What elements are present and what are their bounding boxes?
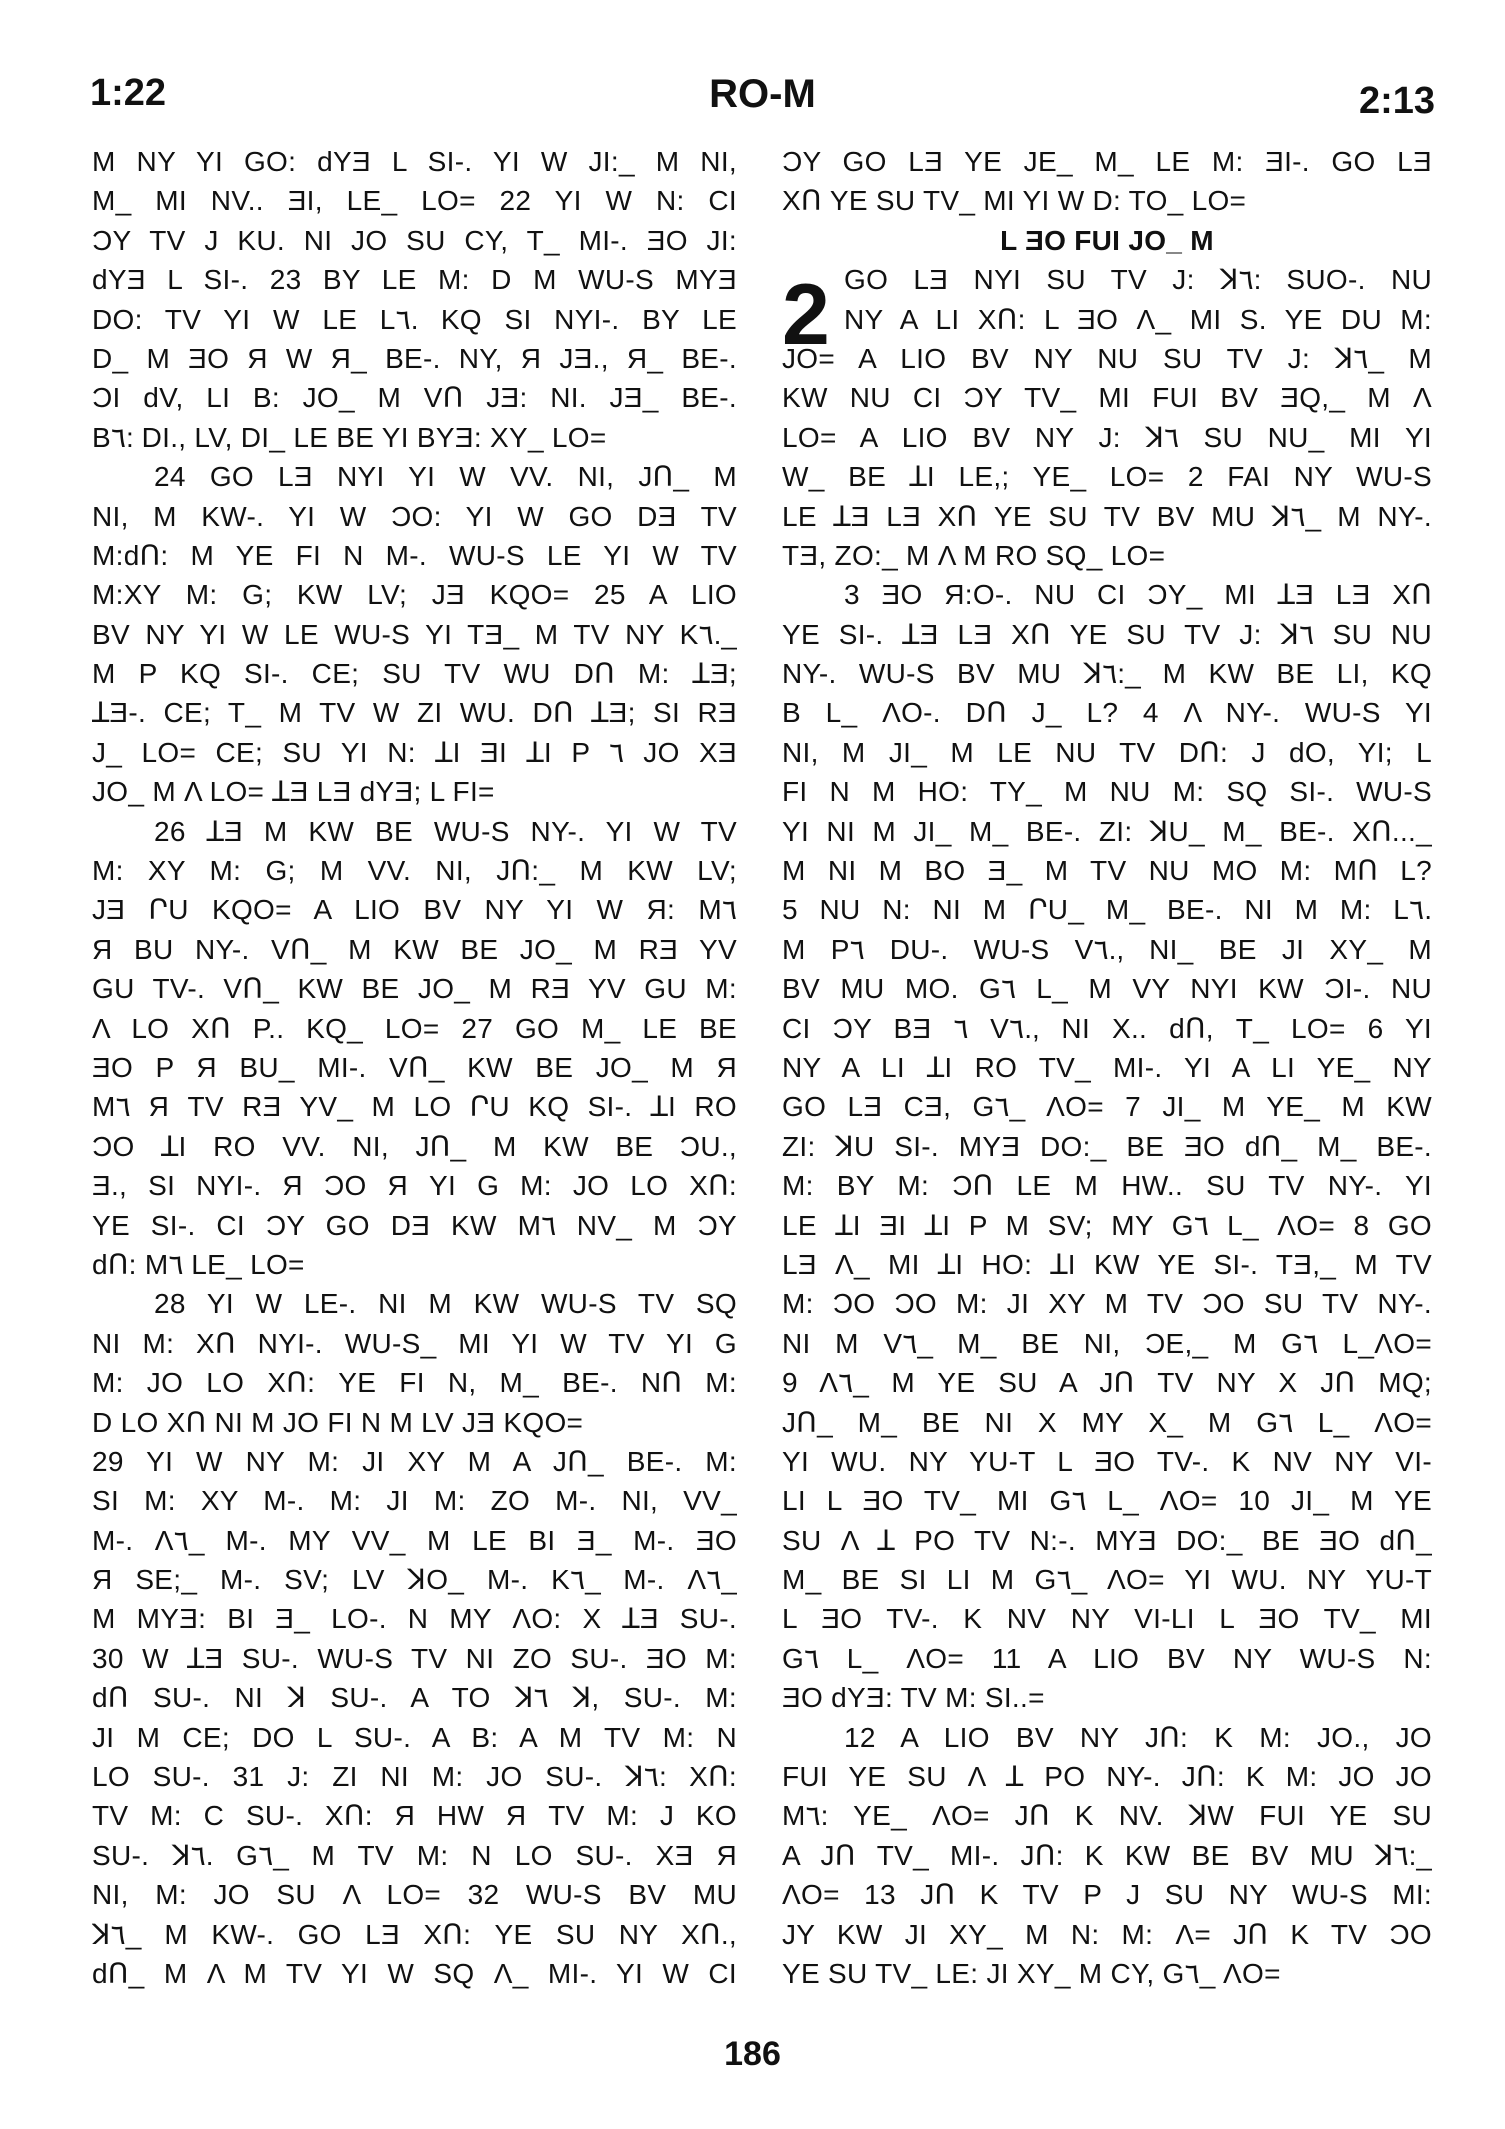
text-line: Я BU NY-. VՈ_ M KW BE JO_ M RƎ YV: [92, 933, 737, 965]
text-line: JY KW JI XY_ M N: M: Λ= JՈ K TV ƆO: [782, 1918, 1432, 1950]
text-line: SI M: XY M-. M: JI M: ZO M-. NI, VV_: [92, 1485, 737, 1517]
text-line: ƆY GO LƎ YE JE_ M_ LE M: ƎI-. GO LƎ: [782, 146, 1432, 177]
text-line: 5 NU N: NI M ՐU_ M_ BE-. NI M M: L٦.: [782, 894, 1432, 926]
text-line: A JՈ TV_ MI-. JՈ: K KW BE BV MU ꓘ٦:_: [782, 1839, 1432, 1871]
text-line: 24 GO LƎ NYI YI W VV. NI, JՈ_ M: [154, 461, 737, 493]
text-line: LI L ƎO TV_ MI G٦ L_ ΛO= 10 JI_ M YE: [782, 1485, 1432, 1517]
text-line: GO LƎ CƎ, G٦_ ΛO= 7 JI_ M YE_ M KW: [782, 1091, 1432, 1123]
page-header: [90, 72, 1435, 132]
text-line: BV MU MO. G٦ L_ M VY NYI KW ƆI-. NU: [782, 973, 1432, 1005]
text-line: M NI M BO Ǝ_ M TV NU MO M: MՈ L?: [782, 855, 1432, 887]
text-line: L ƎO TV-. K NV NY VI-LI L ƎO TV_ MI: [782, 1603, 1432, 1635]
text-line: dՈ SU-. NI ꓘ SU-. A TO ꓘ٦ ꓘ, SU-. M:: [92, 1682, 737, 1714]
text-line: D_ M ƎO Я W Я_ BE-. NY, Я JƎ., Я_ BE-.: [92, 342, 737, 374]
text-line: W_ BE ꓕI LE,; YE_ LO= 2 FAI NY WU-S: [782, 461, 1432, 493]
text-line: B٦: DI., LV, DI_ LE BE YI BYƎ: XY_ LO=: [92, 421, 607, 453]
text-line: SU-. ꓘ٦. G٦_ M TV M: N LO SU-. XƎ Я: [92, 1839, 737, 1871]
text-line: ꓕƎ-. CE; T_ M TV W ZI WU. DՈ ꓕƎ; SI RƎ: [92, 697, 737, 729]
text-line: LO= A LIO BV NY J: ꓘ٦ SU NU_ MI YI: [782, 421, 1432, 453]
text-line: D LO XՈ NI M JO FI N M LV JƎ KQO=: [92, 1406, 584, 1438]
text-line: ΛO= 13 JՈ K TV P J SU NY WU-S MI:: [782, 1879, 1432, 1911]
text-line: NY A LI ꓕI RO TV_ MI-. YI A LI YE_ NY: [782, 1051, 1432, 1083]
text-line: NY-. WU-S BV MU ꓘ٦:_ M KW BE LI, KQ: [782, 658, 1432, 690]
text-line: M٦ Я TV RƎ YV_ M LO ՐU KQ SI-. ꓕI RO: [92, 1091, 737, 1123]
text-line: LƎ Λ_ MI ꓕI HO: ꓕI KW YE SI-. TƎ,_ M TV: [782, 1248, 1432, 1280]
text-line: KW NU CI ƆY TV_ MI FUI BV ƎQ,_ M Λ: [782, 382, 1432, 414]
text-line: GO LƎ NYI SU TV J: ꓘ٦: SUO-. NU: [844, 264, 1432, 296]
text-line: YI NI M JI_ M_ BE-. ZI: ꓘU_ M_ BE-. XՈ..._: [782, 815, 1432, 847]
text-line: ZI: ꓘU SI-. MYƎ DO:_ BE ƎO dՈ_ M_ BE-.: [782, 1130, 1432, 1162]
header-chapter-end: 2:13: [1358, 80, 1435, 122]
text-line: NY A LI XՈ: L ƎO Λ_ MI S. YE DU M:: [844, 303, 1432, 335]
text-line: M P KQ SI-. CE; SU TV WU DՈ M: ꓕƎ;: [92, 658, 737, 690]
text-line: LE ꓕƎ LƎ XՈ YE SU TV BV MU ꓘ٦_ M NY-.: [782, 500, 1432, 532]
text-line: M:XY M: G; KW LV; JƎ KQO= 25 A LIO: [92, 579, 737, 611]
text-line: M: XY M: G; M VV. NI, JՈ:_ M KW LV;: [92, 855, 737, 887]
text-line: DO: TV YI W LE L٦. KQ SI NYI-. BY LE: [92, 303, 737, 335]
text-line: M: JO LO XՈ: YE FI N, M_ BE-. NՈ M:: [92, 1367, 737, 1399]
text-line: M_ MI NV.. ƎI, LE_ LO= 22 YI W N: CI: [92, 185, 737, 217]
text-line: TƎ, ZO:_ M Λ M RO SQ_ LO=: [782, 539, 1166, 571]
text-line: 29 YI W NY M: JI XY M A JՈ_ BE-. M:: [92, 1445, 737, 1477]
text-line: JƎ ՐU KQO= A LIO BV NY YI W Я: M٦: [92, 894, 737, 926]
text-line: CI ƆY BƎ ٦ V٦., NI X.. dՈ, T_ LO= 6 YI: [782, 1012, 1432, 1044]
text-line: M:dՈ: M YE FI N M-. WU-S LE YI W TV: [92, 539, 737, 571]
text-line: B L_ ΛO-. DՈ J_ L? 4 Λ NY-. WU-S YI: [782, 697, 1432, 729]
text-line: NI, M KW-. YI W ƆO: YI W GO DƎ TV: [92, 500, 737, 532]
text-line: dՈ: M٦ LE_ LO=: [92, 1248, 305, 1280]
text-line: GU TV-. VՈ_ KW BE JO_ M RƎ YV GU M:: [92, 973, 737, 1005]
text-line: JՈ_ M_ BE NI X MY X_ M G٦ L_ ΛO=: [782, 1406, 1432, 1438]
text-line: ƎO dYƎ: TV M: SI..=: [782, 1682, 1045, 1714]
text-line: Λ LO XՈ P.. KQ_ LO= 27 GO M_ LE BE: [92, 1012, 737, 1044]
text-line: 30 W ꓕƎ SU-. WU-S TV NI ZO SU-. ƎO M:: [92, 1642, 737, 1674]
text-line: NI, M JI_ M LE NU TV DՈ: J dO, YI; L: [782, 736, 1432, 768]
text-line: YE SI-. ꓕƎ LƎ XՈ YE SU TV J: ꓘ٦ SU NU: [782, 618, 1432, 650]
left-text-column: [92, 142, 737, 1993]
text-line: M P٦ DU-. WU-S V٦., NI_ BE JI XY_ M: [782, 933, 1432, 965]
text-line: JO_ M Λ LO= ꓕƎ LƎ dYƎ; L FI=: [92, 776, 495, 808]
header-book-title: RO-M: [709, 72, 816, 116]
text-line: ƆO ꓕI RO VV. NI, JՈ_ M KW BE ƆU.,: [92, 1130, 737, 1162]
text-line: BV NY YI W LE WU-S YI TƎ_ M TV NY K٦._: [92, 618, 737, 650]
text-line: 28 YI W LE-. NI M KW WU-S TV SQ: [154, 1288, 737, 1320]
text-line: JI M CE; DO L SU-. A B: A M TV M: N: [92, 1721, 737, 1753]
text-line: M NY YI GO: dYƎ L SI-. YI W JI:_ M NI,: [92, 146, 737, 177]
text-line: J_ LO= CE; SU YI N: ꓕI ƎI ꓕI P ٦ JO XƎ: [92, 736, 737, 768]
text-line: Ǝ., SI NYI-. Я ƆO Я YI G M: JO LO XՈ:: [92, 1170, 737, 1202]
text-line: ꓘ٦_ M KW-. GO LƎ XՈ: YE SU NY XՈ.,: [92, 1918, 737, 1950]
right-text-column: [782, 142, 1432, 1993]
text-line: M: ƆO ƆO M: JI XY M TV ƆO SU TV NY-.: [782, 1288, 1432, 1320]
text-line: FI N M HO: TY_ M NU M: SQ SI-. WU-S: [782, 776, 1432, 808]
text-line: ƆY TV J KU. NI JO SU CY, T_ MI-. ƎO JI:: [92, 224, 737, 256]
text-line: dYƎ L SI-. 23 BY LE M: D M WU-S MYƎ: [92, 264, 737, 296]
text-line: YE SU TV_ LE: JI XY_ M CY, G٦_ ΛO=: [782, 1957, 1281, 1989]
text-line: XՈ YE SU TV_ MI YI W D: TO_ LO=: [782, 185, 1247, 217]
text-line: NI M: XՈ NYI-. WU-S_ MI YI W TV YI G: [92, 1327, 737, 1359]
text-line: ƆI dV, LI B: JO_ M VՈ JƎ: NI. JƎ_ BE-.: [92, 382, 737, 414]
text-line: YE SI-. CI ƆY GO DƎ KW M٦ NV_ M ƆY: [92, 1209, 737, 1241]
text-line: Я SE;_ M-. SV; LV ꓘO_ M-. K٦_ M-. Λ٦_: [92, 1564, 737, 1596]
text-line: 12 A LIO BV NY JՈ: K M: JO., JO: [844, 1721, 1432, 1753]
text-line: SU Λ ꓕ PO TV N:-. MYƎ DO:_ BE ƎO dՈ_: [782, 1524, 1432, 1556]
text-line: 3 ƎO Я:O-. NU CI ƆY_ MI ꓕƎ LƎ XՈ: [844, 579, 1432, 611]
text-line: 26 ꓕƎ M KW BE WU-S NY-. YI W TV: [154, 815, 737, 847]
text-line: M: BY M: ƆՈ LE M HW.. SU TV NY-. YI: [782, 1170, 1432, 1202]
text-line: LE ꓕI ƎI ꓕI P M SV; MY G٦ L_ ΛO= 8 GO: [782, 1209, 1432, 1241]
text-line: G٦ L_ ΛO= 11 A LIO BV NY WU-S N:: [782, 1642, 1432, 1674]
text-line: LO SU-. 31 J: ZI NI M: JO SU-. ꓘ٦: XՈ:: [92, 1761, 737, 1793]
chapter-heading: L ƎO FUI JO_ M: [1000, 224, 1214, 256]
text-line: M MYƎ: BI Ǝ_ LO-. N MY ΛO: X ꓕƎ SU-.: [92, 1603, 737, 1635]
chapter-number: 2: [782, 267, 831, 363]
text-line: YI WU. NY YU-T L ƎO TV-. K NV NY VI-: [782, 1445, 1432, 1477]
page-number: 186: [724, 2035, 781, 2073]
text-line: M-. Λ٦_ M-. MY VV_ M LE BI Ǝ_ M-. ƎO: [92, 1524, 737, 1556]
text-line: FUI YE SU Λ ꓕ PO NY-. JՈ: K M: JO JO: [782, 1761, 1432, 1793]
text-line: NI M V٦_ M_ BE NI, ƆE,_ M G٦ L_ΛO=: [782, 1327, 1432, 1359]
text-line: ƎO P Я BU_ MI-. VՈ_ KW BE JO_ M Я: [92, 1051, 737, 1083]
header-chapter-start: 1:22: [90, 72, 167, 114]
text-line: M_ BE SI LI M G٦_ ΛO= YI WU. NY YU-T: [782, 1564, 1432, 1596]
text-line: NI, M: JO SU Λ LO= 32 WU-S BV MU: [92, 1879, 737, 1911]
text-line: dՈ_ M Λ M TV YI W SQ Λ_ MI-. YI W CI: [92, 1957, 737, 1989]
text-line: M٦: YE_ ΛO= JՈ K NV. ꓘW FUI YE SU: [782, 1800, 1432, 1832]
text-line: 9 Λ٦_ M YE SU A JՈ TV NY X JՈ MQ;: [782, 1367, 1432, 1399]
text-line: TV M: C SU-. XՈ: Я HW Я TV M: J KO: [92, 1800, 737, 1832]
text-line: JO= A LIO BV NY NU SU TV J: ꓘ٦_ M: [782, 342, 1432, 374]
